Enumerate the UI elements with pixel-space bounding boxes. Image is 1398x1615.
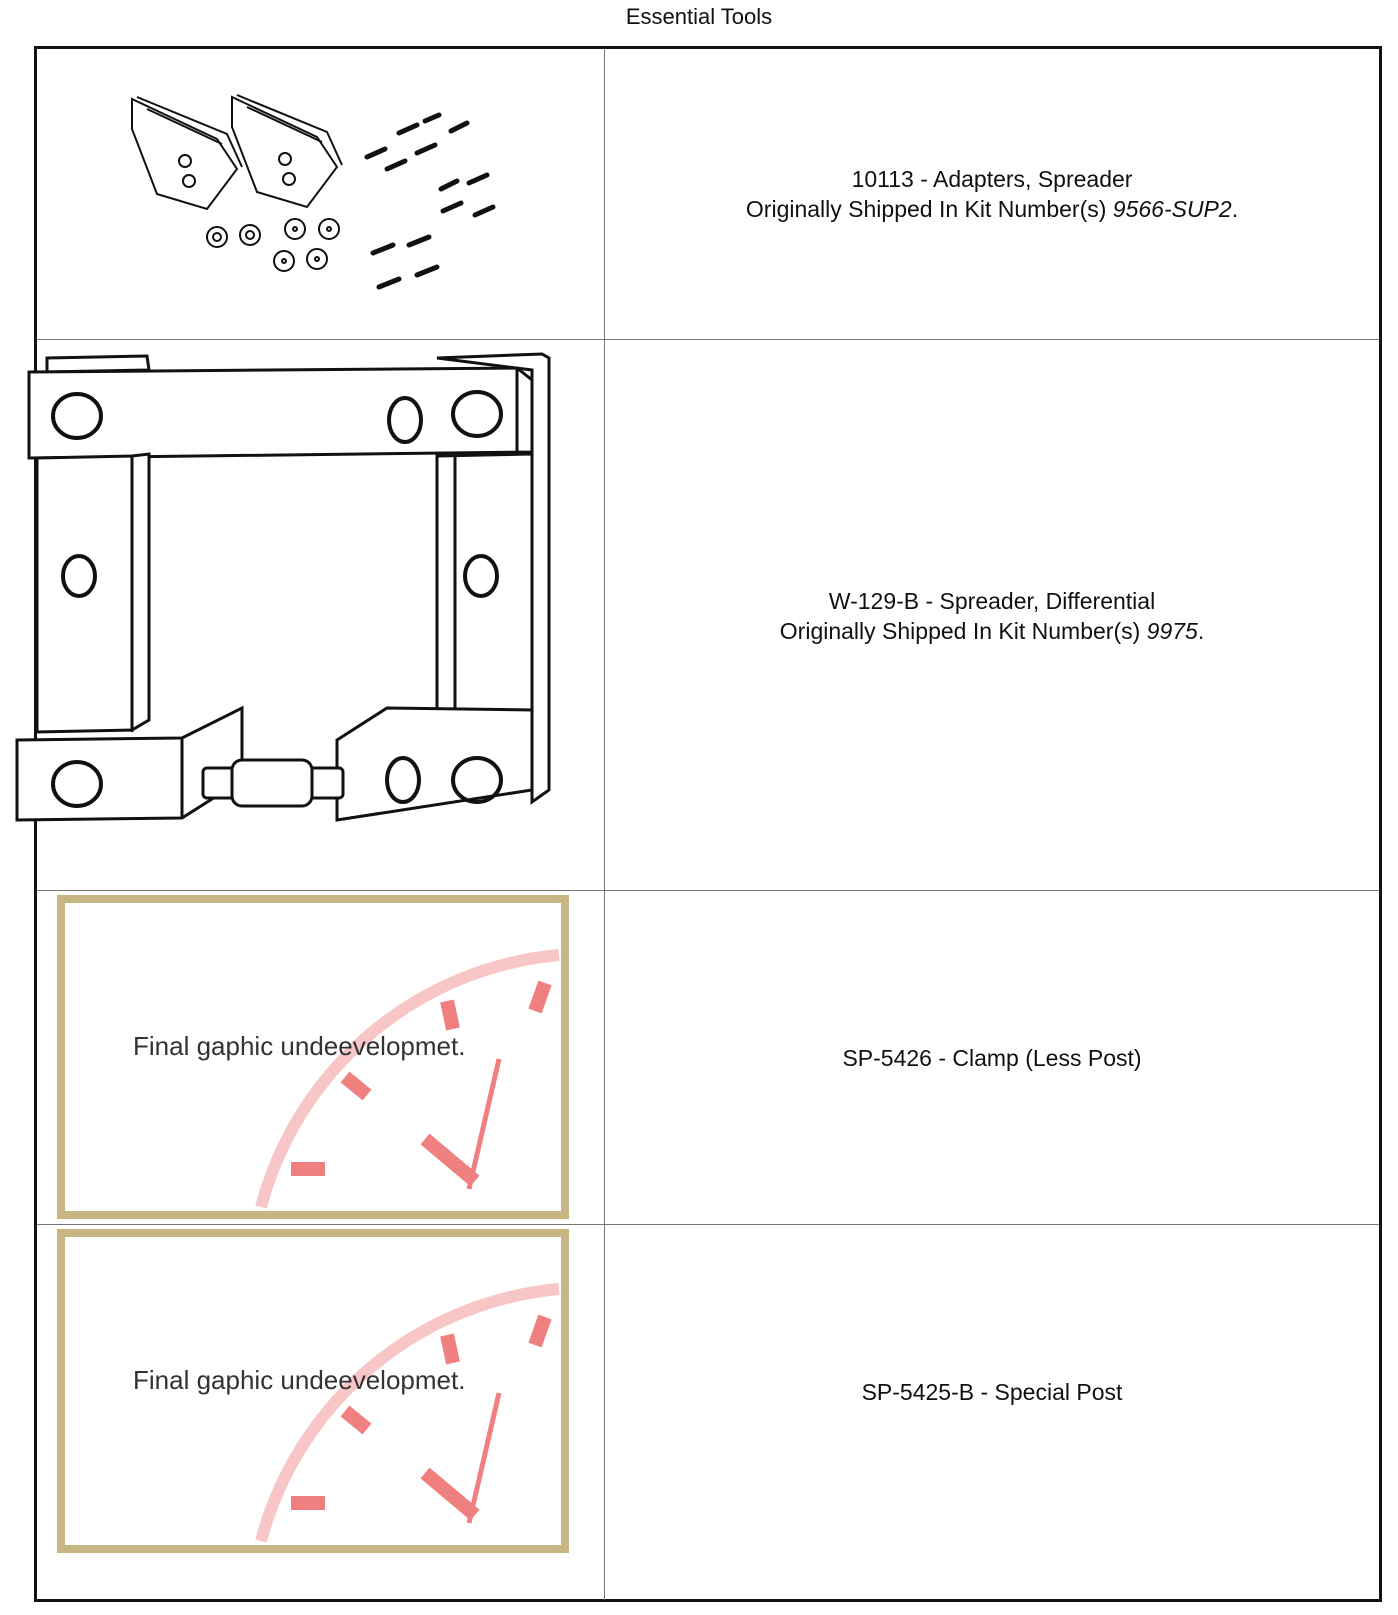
tool-description bbox=[605, 49, 1379, 339]
tool-name: 10113 - Adapters, Spreader bbox=[851, 166, 1133, 192]
spreader-icon bbox=[37, 340, 602, 891]
kit-number: 9566-SUP2 bbox=[1112, 196, 1232, 222]
page-title: Essential Tools bbox=[625, 4, 773, 29]
clock-icon bbox=[37, 891, 602, 1225]
differential-spreader-image bbox=[37, 340, 605, 891]
adapters-icon bbox=[37, 49, 602, 339]
tools-table bbox=[34, 46, 1382, 1602]
tool-name: SP-5425-B - Special Post bbox=[861, 1379, 1123, 1405]
adapters-spreader-image bbox=[37, 49, 605, 339]
placeholder-graphic bbox=[37, 891, 605, 1225]
placeholder-text: Final gaphic undeevelopmet. bbox=[133, 1365, 466, 1395]
tool-description bbox=[605, 340, 1379, 891]
placeholder-text: Final gaphic undeevelopmet. bbox=[133, 1031, 466, 1061]
tool-description bbox=[605, 891, 1379, 1225]
kit-info: Originally Shipped In Kit Number(s) 9566-SUP2. bbox=[745, 196, 1239, 222]
clock-icon bbox=[37, 1225, 602, 1559]
table-row bbox=[37, 1224, 1379, 1600]
kit-number: 9975 bbox=[1146, 617, 1198, 644]
tool-name: SP-5426 - Clamp (Less Post) bbox=[842, 1045, 1142, 1071]
placeholder-graphic bbox=[37, 1225, 605, 1600]
kit-info: Originally Shipped In Kit Number(s) 9975. bbox=[779, 617, 1205, 644]
tool-description bbox=[605, 1225, 1379, 1559]
table-row bbox=[37, 49, 1379, 339]
table-row bbox=[37, 339, 1379, 891]
tool-name: W-129-B - Spreader, Differential bbox=[828, 587, 1156, 614]
table-row bbox=[37, 890, 1379, 1225]
